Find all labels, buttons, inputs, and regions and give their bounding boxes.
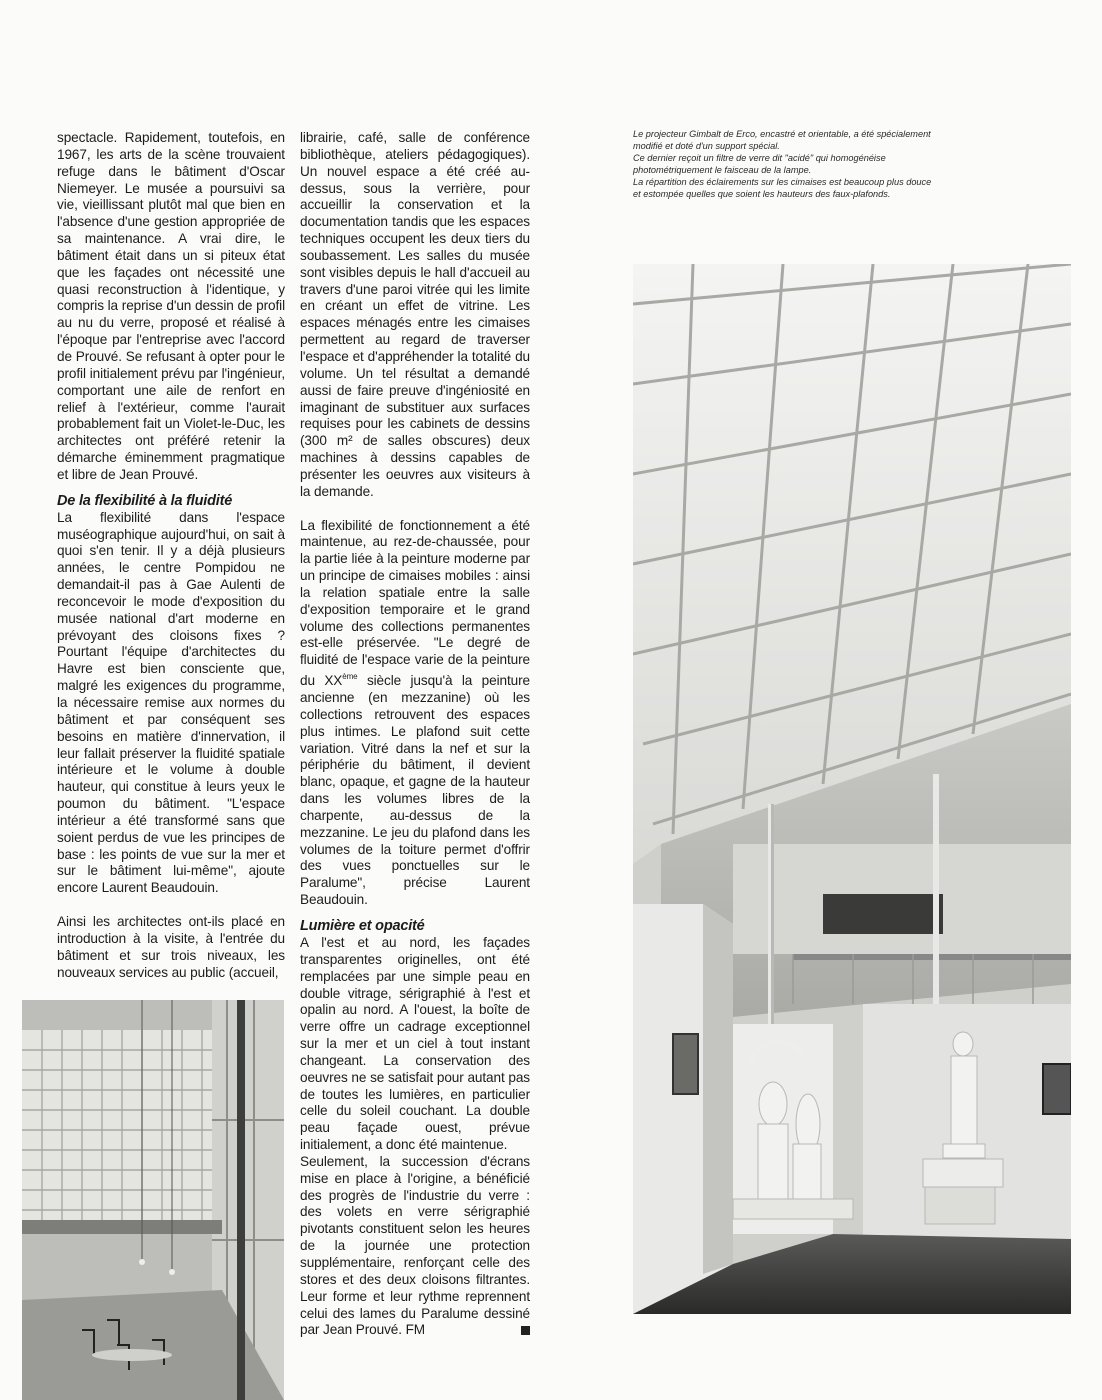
article-column-1 [57,130,285,982]
paragraph-text: La flexibilité de fonctionnement a été maintenue, au rez-de-chaussée, pour la partie liée à la peinture moderne par un principe de cimaises mobiles : ainsi la relation spatiale entre la salle d'exposition temporaire et le grand volume des collections permanentes est-elle préservée. "Le degré de fluidité de l'espace varie de la peinture du XX [300,517,530,689]
paragraph [300,518,530,909]
caption-line: photométriquement le faisceau de la lampe. [633,165,812,176]
interior-atrium-photo [22,1000,284,1400]
paragraph: La flexibilité dans l'espace muséographique aujourd'hui, on sait à quoi s'en tenir. Il y a déjà plusieurs années, le centre Pompidou ne demandait-il pas à Gae Aulenti de reconcevoir le mode d'exposition du musée national d'art moderne en prévoyant des cloisons fixes ? Pourtant l'équipe d'architectes du Havre est bien consciente que, malgré les exigences du programme, la nécessaire remise aux normes du bâtiment et par conséquent ses besoins en matière d'innervation, il leur fallait préserver la fluidité spatiale intérieure et le volume à double hauteur, qui constitue à leurs yeux le poumon du bâtiment. "L'espace intérieur a été transformé sans que soient perdus de vue les principes de base : les points de vue sur la mer et sur le bâtiment lui-même", ajoute encore Laurent Beaudouin. [57,509,285,896]
caption-line: Le projecteur Gimbalt de Erco, encastré et orientable, a été spécialement [633,129,931,139]
section-heading: De la flexibilité à la fluidité [57,492,233,509]
caption-line: et estompée quelles que soient les hauteurs des faux-plafonds. [633,189,891,200]
photo-caption [633,128,933,201]
paragraph: spectacle. Rapidement, toutefois, en 1967, les arts de la scène trouvaient refuge dans le bâtiment d'Oscar Niemeyer. Le musée a poursuivi sa vie, vieillissant plutôt mal que bien en l'absence d'une gestion appropriée de sa maintenance. A vrai dire, le bâtiment était dans un si piteux état que les façades ont nécessité une quasi reconstruction à l'identique, y compris la reprise d'un dessin de profil au nu du verre, proposé et réalisé à l'époque par l'entreprise avec l'accord de Prouvé. Se refusant à opter pour le profil initialement prévu par l'ingénieur, comportant une aile de renfort en relief à l'extérieur, comme l'aurait probablement fait un Violet-le-Duc, les architectes ont préféré retenir la démarche éminemment pragmatique et libre de Jean Prouvé. [57,130,285,482]
museum-hall-illustration [633,264,1071,1314]
paragraph-text: Seulement, la succession d'écrans mise en place à l'origine, a bénéficié des progrès de l'industrie du verre : des volets en verre sérigraphié pivotants constituent selon les heures de la journée une protection supplémentaire, renforçant celle des stores et des deux cloisons filtrantes. Leur forme et leur rythme reprennent celui des lames du Paralume dessiné par Jean Prouvé. FM [300,1153,530,1338]
museum-hall-photo [633,264,1071,1314]
paragraph: A l'est et au nord, les façades transparentes originelles, ont été remplacées par une simple peau en double vitrage, sérigraphié à l'est et opalin au nord. A l'ouest, la boîte de verre offre un cadrage exceptionnel sur la mer et un ciel à tout instant changeant. La conservation des oeuvres ne se satisfait pour autant pas de toutes les lumières, en particulier celle du soleil couchant. La double peau façade ouest, prévue initialement, a donc été maintenue. [300,934,530,1153]
caption-line: modifié et doté d'un support spécial. [633,141,780,152]
paragraph: Ainsi les architectes ont-ils placé en introduction à la visite, à l'entrée du bâtiment et sur trois niveaux, les nouveaux services au public (accueil, [57,914,285,980]
caption-line: Ce dernier reçoit un filtre de verre dit "acidé" qui homogénéise [633,153,886,164]
paragraph-text: siècle jusqu'à la peinture ancienne (en mezzanine) où les collections retrouvent des espaces plus intimes. Le plafond suit cette variation. Vitré dans la nef et sur la périphérie du bâtiment, il devient blanc, opaque, et gagne de la hauteur dans les volumes libres de la charpente, au-dessus de la mezzanine. Le jeu du plafond dans les volumes de la toiture permet d'offrir des vues ponctuelles sur le Paralume", précise Laurent Beaudouin. [300,673,530,908]
paragraph: librairie, café, salle de conférence bibliothèque, ateliers pédagogiques). Un nouvel espace a été créé au-dessus, sous la verrière, pour accueillir la conservation et la documentation tandis que les espaces techniques occupent les deux tiers du soubassement. Les salles du musée sont visibles depuis le hall d'accueil au travers d'une paroi vitrée qui les limite en créant un effet de vitrine. Les espaces ménagés entre les cimaises permettent au regard de traverser l'espace et d'appréhender la totalité du volume. Un tel résultat a demandé aussi de faire preuve d'ingéniosité en imaginant de substituer aux surfaces requises pour les cabinets de dessins (300 m² de salles obscures) deux machines à dessins capables de présenter les oeuvres aux visiteurs à la demande. [300,130,530,499]
caption-line: La répartition des éclairements sur les cimaises est beaucoup plus douce [633,177,932,188]
end-mark [521,1326,530,1335]
superscript: ème [342,672,358,682]
article-column-2 [300,130,530,1339]
paragraph [300,1154,530,1339]
interior-atrium-illustration [22,1000,284,1400]
section-heading: Lumière et opacité [300,917,425,934]
